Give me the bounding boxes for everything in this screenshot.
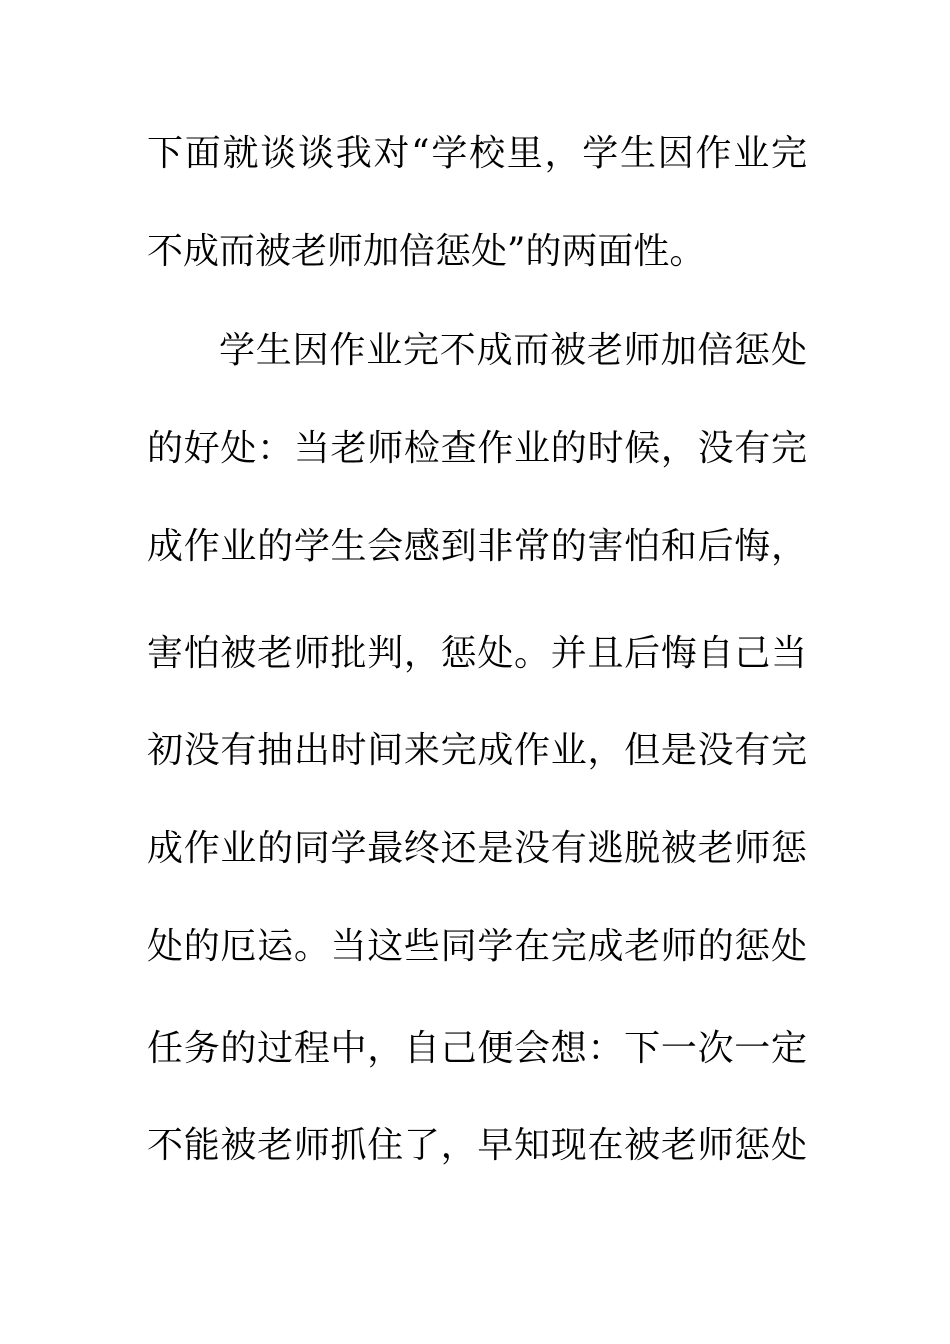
text-line: 不成而被老师加倍惩处”的两面性。 [147,231,706,272]
text-line: 害怕被老师批判，惩处。并且后悔自己当 [147,633,807,674]
text-line: 处的厄运。当这些同学在完成老师的惩处 [147,926,807,967]
text-line: 的好处：当老师检查作业的时候，没有完 [147,428,807,469]
text-line: 初没有抽出时间来完成作业，但是没有完 [147,730,807,771]
text-line: 任务的过程中，自己便会想：下一次一定 [147,1028,807,1069]
text-line: 成作业的学生会感到非常的害怕和后悔， [147,526,807,567]
text-line: 学生因作业完不成而被老师加倍惩处 [219,330,807,371]
text-line: 成作业的同学最终还是没有逃脱被老师惩 [147,828,807,869]
text-line: 下面就谈谈我对“学校里，学生因作业完 [147,133,807,174]
text-line: 不能被老师抓住了，早知现在被老师惩处 [147,1125,807,1166]
